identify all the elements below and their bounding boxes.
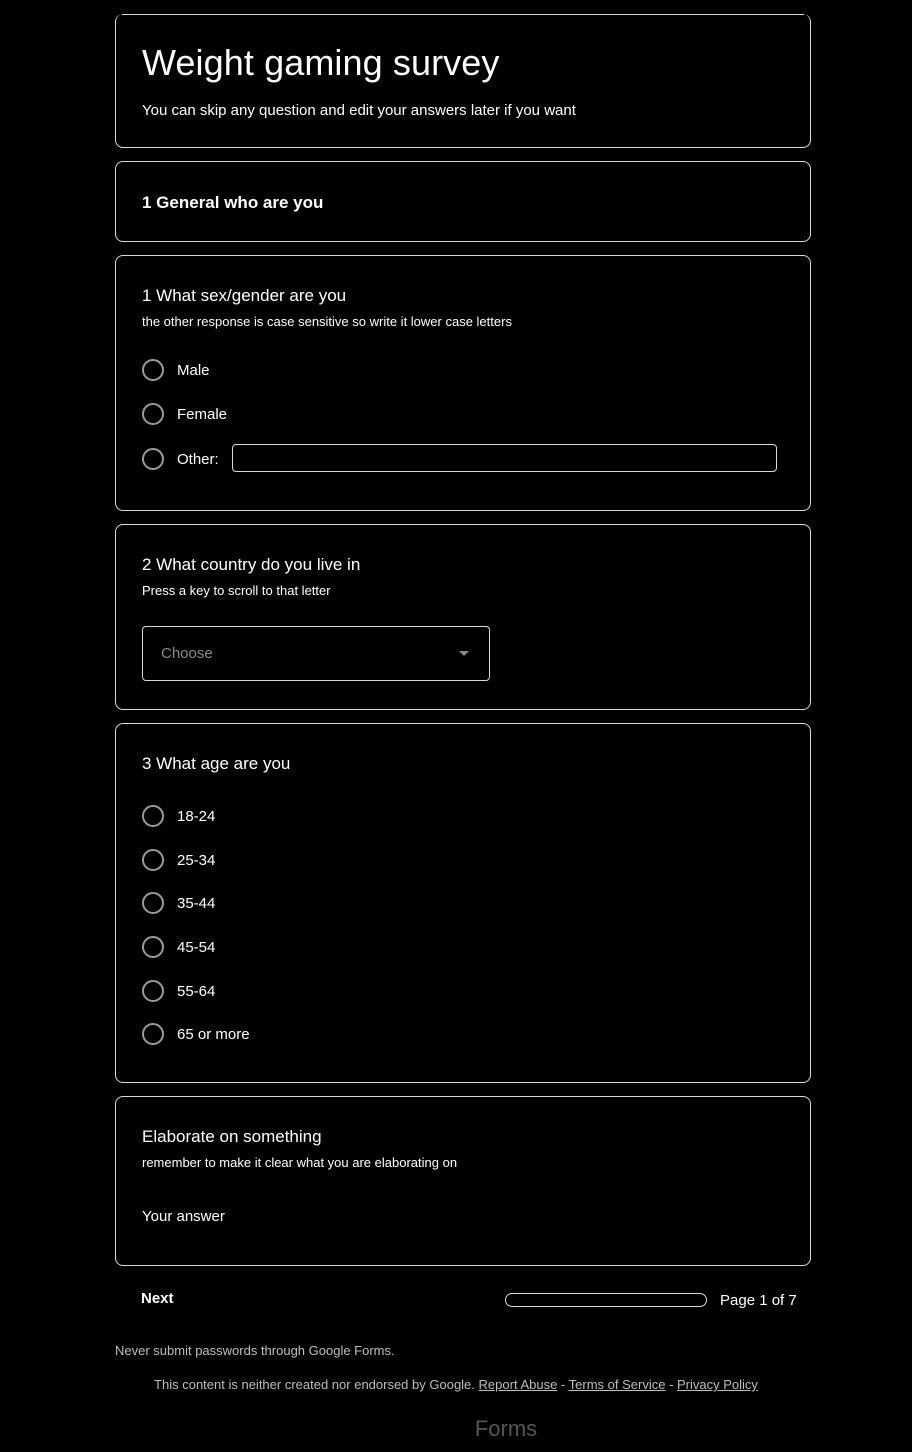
section-title: 1 General who are you xyxy=(142,193,324,212)
other-text-input[interactable] xyxy=(232,444,777,472)
radio-option-age[interactable] xyxy=(142,891,215,915)
separator: - xyxy=(557,1377,569,1392)
radio-option-male[interactable] xyxy=(142,358,210,382)
question-description: the other response is case sensitive so write it lower case letters xyxy=(142,314,512,329)
question-gender-card xyxy=(115,255,811,511)
question-title: 2 What country do you live in xyxy=(142,555,361,574)
form-title: Weight gaming survey xyxy=(142,42,500,83)
disclaimer-text: This content is neither created nor endorsed by Google. xyxy=(154,1377,475,1392)
radio-option-age[interactable] xyxy=(142,979,215,1003)
header-top-border xyxy=(122,14,804,15)
radio-button[interactable] xyxy=(142,892,164,914)
option-label: 25-34 xyxy=(177,851,216,869)
radio-button[interactable] xyxy=(142,936,164,958)
radio-option-female[interactable] xyxy=(142,402,227,426)
radio-button[interactable] xyxy=(142,849,164,871)
option-label: 35-44 xyxy=(177,894,216,912)
radio-button[interactable] xyxy=(142,448,164,470)
radio-option-age[interactable] xyxy=(142,804,215,828)
option-label: 18-24 xyxy=(177,807,216,825)
report-abuse-link[interactable]: Report Abuse xyxy=(478,1377,558,1392)
radio-button[interactable] xyxy=(142,1023,164,1045)
question-description: remember to make it clear what you are elaborating on xyxy=(142,1155,458,1170)
forms-logo[interactable]: Forms xyxy=(474,1416,538,1441)
question-title: Elaborate on something xyxy=(142,1127,322,1146)
terms-of-service-link[interactable]: Terms of Service xyxy=(568,1377,666,1392)
radio-button[interactable] xyxy=(142,403,164,425)
option-label: 55-64 xyxy=(177,982,216,1000)
radio-option-age[interactable] xyxy=(142,1022,250,1046)
question-country-card xyxy=(115,524,811,710)
question-age-card xyxy=(115,723,811,1083)
question-title: 1 What sex/gender are you xyxy=(142,286,347,305)
option-label: 65 or more xyxy=(177,1025,250,1043)
progress-bar xyxy=(505,1293,707,1307)
radio-option-age[interactable] xyxy=(142,848,215,872)
dropdown-selected-value: Choose xyxy=(161,645,213,662)
privacy-policy-link[interactable]: Privacy Policy xyxy=(677,1377,758,1392)
option-label: Other: xyxy=(177,450,219,468)
radio-button[interactable] xyxy=(142,805,164,827)
question-description: Press a key to scroll to that letter xyxy=(142,583,331,598)
next-button[interactable]: Next xyxy=(141,1290,174,1307)
section-header-card xyxy=(115,161,811,242)
option-label: Male xyxy=(177,361,210,379)
form-header-card xyxy=(115,14,811,148)
option-label: Female xyxy=(177,405,228,423)
question-elaborate-card xyxy=(115,1096,811,1266)
separator: - xyxy=(665,1377,678,1392)
answer-text-input[interactable]: Your answer xyxy=(142,1208,225,1225)
radio-button[interactable] xyxy=(142,359,164,381)
caret-down-icon xyxy=(459,651,469,656)
page-indicator: Page 1 of 7 xyxy=(720,1292,797,1309)
radio-option-other[interactable] xyxy=(142,447,219,471)
radio-button[interactable] xyxy=(142,980,164,1002)
option-label: 45-54 xyxy=(177,938,216,956)
legal-disclaimer xyxy=(0,1377,912,1392)
radio-option-age[interactable] xyxy=(142,935,215,959)
form-description: You can skip any question and edit your answers later if you want xyxy=(142,102,576,119)
question-title: 3 What age are you xyxy=(142,754,291,773)
country-dropdown[interactable] xyxy=(142,626,490,681)
password-warning: Never submit passwords through Google Forms. xyxy=(115,1343,395,1358)
